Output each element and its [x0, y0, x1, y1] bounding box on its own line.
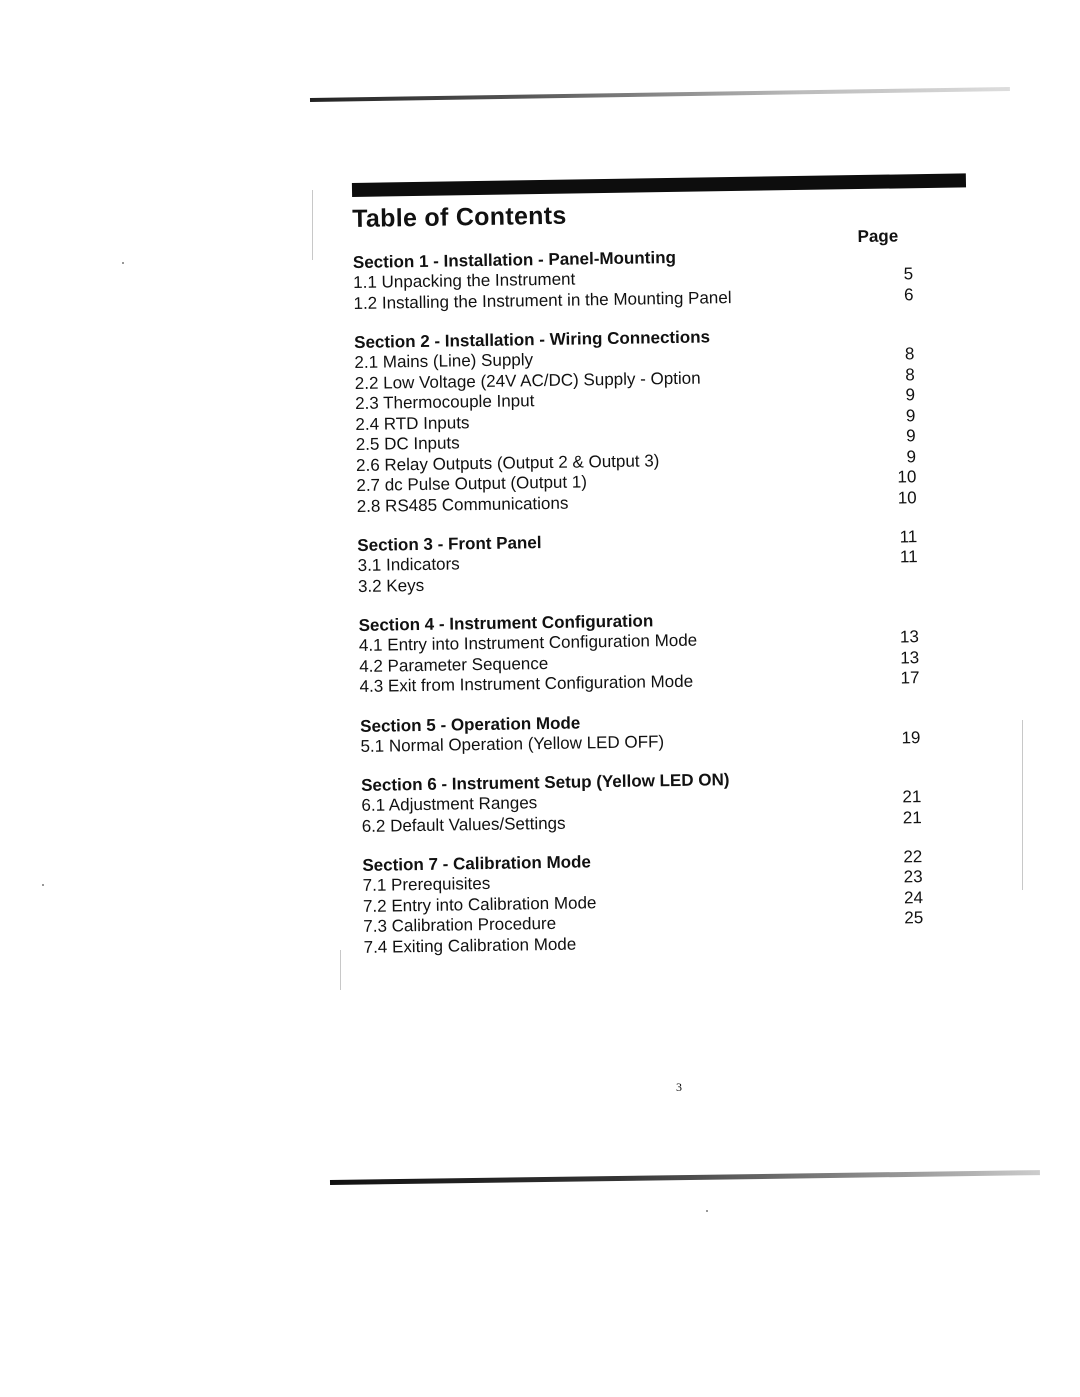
- toc-section: [353, 243, 914, 314]
- scan-edge-bottom: [330, 1170, 1040, 1185]
- toc-entry-label: 1.2 Installing the Instrument in the Mounting Panel: [353, 287, 732, 313]
- section-title: Section 4 - Instrument Configuration: [358, 611, 654, 635]
- toc-entry-page: [878, 583, 918, 584]
- toc-entry-page: 9: [905, 385, 916, 405]
- toc-entry-label: 1.1 Unpacking the Instrument: [353, 269, 576, 292]
- toc-entry-page: 9: [906, 446, 917, 466]
- toc-entry-label: 5.1 Normal Operation (Yellow LED OFF): [360, 731, 665, 756]
- toc-entry-page: 24: [903, 887, 924, 907]
- toc-entry-label: 2.5 DC Inputs: [355, 433, 460, 454]
- toc-entry-label: 2.3 Thermocouple Input: [354, 391, 535, 413]
- scan-speck: [42, 884, 44, 886]
- toc-entry-page: 8: [905, 364, 915, 384]
- section-page-number: [873, 259, 913, 260]
- title-rule: [352, 173, 966, 197]
- toc-entry-label: 4.1 Entry into Instrument Configuration Mode: [358, 630, 698, 655]
- toc-section: [360, 707, 921, 757]
- scan-edge-top: [310, 87, 1010, 102]
- toc-entry-page: [884, 944, 924, 945]
- section-page-number: 22: [903, 847, 923, 867]
- section-page-number: [874, 339, 914, 340]
- toc-section: [358, 606, 919, 697]
- toc-entry-page: 9: [905, 405, 916, 425]
- page-number: 3: [676, 1080, 682, 1094]
- toc-entry-page: 11: [899, 547, 918, 567]
- toc-entry-page: 8: [904, 344, 915, 364]
- page-title: Table of Contents: [352, 201, 567, 233]
- toc-entry-label: 7.1 Prerequisites: [362, 873, 491, 895]
- toc-entry-page: 21: [902, 787, 922, 807]
- section-page-number: [880, 723, 920, 724]
- scan-speck: [706, 1210, 708, 1212]
- toc-page: [352, 196, 924, 958]
- toc-list: [353, 243, 924, 958]
- toc-entry-label: 6.1 Adjustment Ranges: [361, 793, 538, 815]
- toc-entry-page: 23: [903, 867, 923, 887]
- section-title: Section 1 - Installation - Panel-Mounting: [352, 247, 677, 272]
- toc-entry-label: 7.2 Entry into Calibration Mode: [362, 892, 597, 916]
- toc-entry-page: 13: [899, 627, 919, 647]
- toc-section: [354, 323, 917, 517]
- section-title: Section 7 - Calibration Mode: [362, 852, 592, 875]
- toc-section: [357, 526, 918, 597]
- toc-entry-label: 2.6 Relay Outputs (Output 2 & Output 3): [355, 450, 660, 475]
- toc-entry-label: 2.4 RTD Inputs: [355, 412, 470, 434]
- toc-entry-page: 6: [903, 284, 914, 304]
- section-page-number: [881, 782, 921, 783]
- toc-entry-label: 3.2 Keys: [357, 575, 425, 596]
- section-page-number: 11: [899, 527, 918, 547]
- toc-section: [361, 766, 922, 837]
- section-title: Section 6 - Instrument Setup (Yellow LED ON): [360, 770, 730, 795]
- toc-entry-label: 4.3 Exit from Instrument Configuration Mode: [359, 671, 694, 696]
- page-column-header: Page: [857, 226, 899, 247]
- margin-artifact: [1022, 720, 1023, 890]
- margin-artifact: [340, 950, 341, 990]
- toc-entry-page: 10: [897, 467, 917, 487]
- toc-entry-page: 9: [906, 426, 916, 446]
- toc-entry-label: 2.7 dc Pulse Output (Output 1): [356, 472, 588, 495]
- toc-entry-label: 7.4 Exiting Calibration Mode: [363, 934, 577, 957]
- scan-speck: [122, 262, 124, 264]
- section-title: Section 3 - Front Panel: [357, 533, 542, 555]
- toc-entry-page: 21: [902, 807, 922, 827]
- toc-entry-page: 10: [897, 487, 917, 507]
- toc-entry-label: 2.2 Low Voltage (24V AC/DC) Supply - Option: [354, 368, 701, 393]
- toc-entry-label: 4.2 Parameter Sequence: [359, 653, 549, 676]
- section-title: Section 2 - Installation - Wiring Connections: [354, 327, 711, 352]
- section-title: Section 5 - Operation Mode: [360, 712, 581, 736]
- margin-artifact: [312, 190, 313, 260]
- toc-entry-label: 2.8 RS485 Communications: [356, 493, 569, 516]
- toc-entry-page: 5: [903, 264, 914, 284]
- toc-entry-label: 2.1 Mains (Line) Supply: [354, 350, 534, 372]
- toc-entry-label: 6.2 Default Values/Settings: [361, 813, 566, 836]
- toc-entry-page: 13: [900, 647, 920, 667]
- toc-entry-page: 25: [904, 908, 924, 928]
- toc-entry-page: 19: [901, 727, 921, 747]
- toc-entry-label: 7.3 Calibration Procedure: [363, 913, 557, 936]
- toc-entry-page: 17: [900, 668, 920, 688]
- toc-entry-label: 3.1 Indicators: [357, 554, 460, 575]
- toc-section: [362, 846, 924, 958]
- section-page-number: [879, 622, 919, 623]
